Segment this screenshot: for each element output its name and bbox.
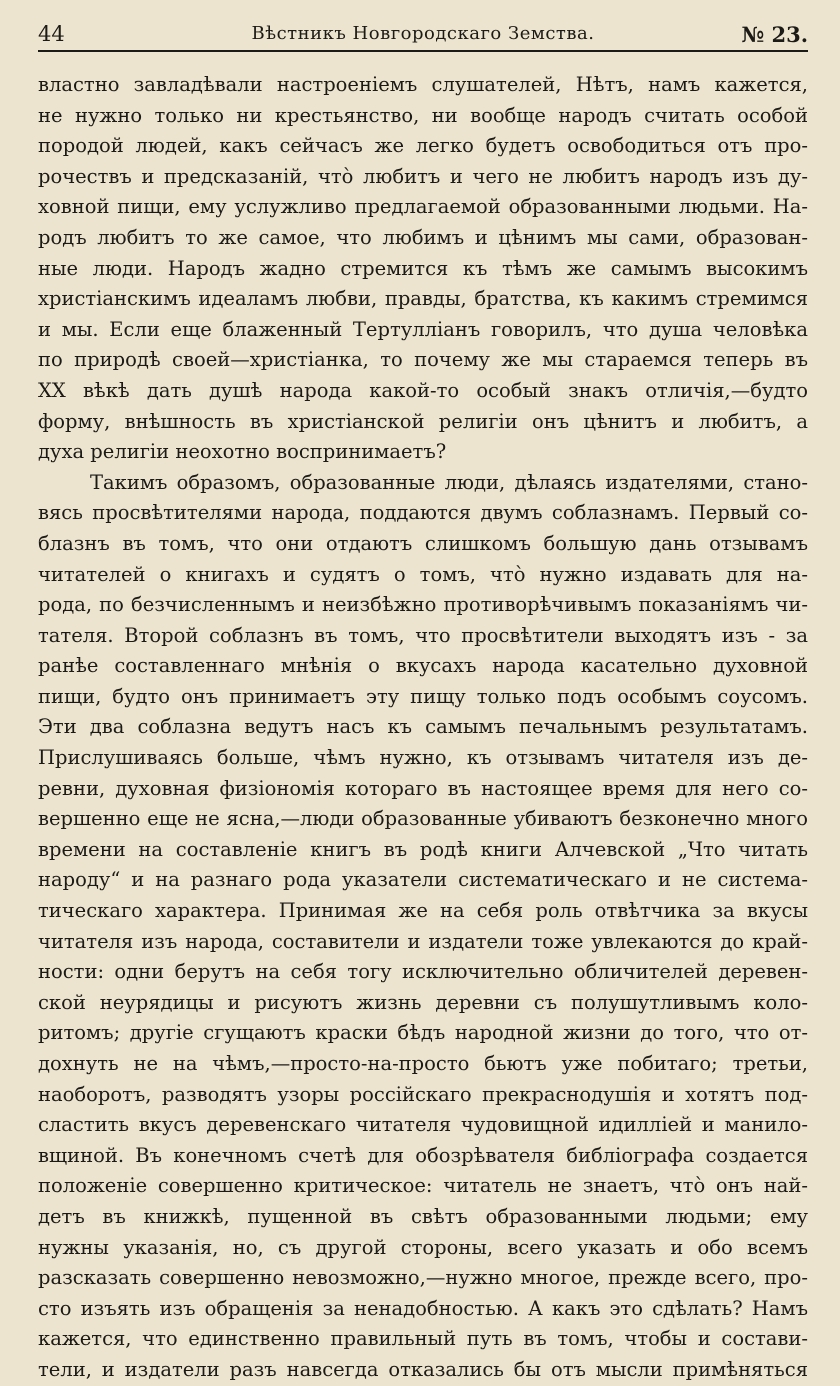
body-text xyxy=(38,70,808,1386)
text-line: Прислушиваясь больше, чѣмъ нужно, къ отзывамъ читателя изъ де- xyxy=(38,746,808,770)
text-line: XX вѣкѣ дать душѣ народа какой-то особый знакъ отличія,—будто xyxy=(38,378,808,402)
issue-number: № 23. xyxy=(741,22,808,47)
text-line: тателя. Второй соблазнъ въ томъ, что просвѣтители выходятъ изъ - за xyxy=(38,623,808,647)
text-line: блазнъ въ томъ, что они отдаютъ слишкомъ большую дань отзывамъ xyxy=(38,531,808,555)
text-line: ности: одни берутъ на себя тогу исключительно обличителей деревен- xyxy=(38,960,808,984)
text-line: положеніе совершенно критическое: читатель не знаетъ, чтò онъ най- xyxy=(38,1174,808,1198)
text-line: рода, по безчисленнымъ и неизбѣжно противорѣчивымъ показаніямъ чи- xyxy=(38,593,808,617)
text-line: разсказать совершенно невозможно,—нужно многое, прежде всего, про- xyxy=(38,1266,808,1290)
text-line: по природѣ своей—христіанка, то почему же мы стараемся теперь въ xyxy=(38,348,808,372)
text-line: времени на составленіе книгъ въ родѣ книги Алчевской „Что читать xyxy=(38,837,808,861)
text-line: вясь просвѣтителями народа, поддаются двумъ соблазнамъ. Первый со- xyxy=(38,501,808,525)
text-line: вщиной. Въ конечномъ счетѣ для обозрѣвателя библіографа создается xyxy=(38,1143,808,1167)
text-line: тическаго характера. Принимая же на себя роль отвѣтчика за вкусы xyxy=(38,899,808,923)
text-line: наоборотъ, разводятъ узоры россійскаго прекраснодушія и хотятъ под- xyxy=(38,1082,808,1106)
text-line: властно завладѣвали настроеніемъ слушателей, Нѣтъ, намъ кажется, xyxy=(38,73,808,96)
text-line: и мы. Если еще блаженный Тертулліанъ говорилъ, что душа человѣка xyxy=(38,317,808,341)
running-header xyxy=(38,20,808,52)
text-line: народу“ и на разнаго рода указатели систематическаго и не система- xyxy=(38,868,808,892)
text-line: ской неурядицы и рисуютъ жизнь деревни съ полушутливымъ коло- xyxy=(38,990,808,1014)
text-line: ревни, духовная физіономія котораго въ настоящее время для него со- xyxy=(38,776,808,800)
text-line: нужны указанія, но, съ другой стороны, всего указать и обо всемъ xyxy=(38,1235,808,1259)
text-line: сто изъять изъ обращенія за ненадобностью. А какъ это сдѣлать? Намъ xyxy=(38,1296,808,1320)
text-line: кажется, что единственно правильный путь въ томъ, чтобы и состави- xyxy=(38,1327,808,1351)
text-line: Такимъ образомъ, образованные люди, дѣлаясь издателями, стано- xyxy=(90,470,808,494)
text-line: тели, и издатели разъ навсегда отказались бы отъ мысли примѣняться xyxy=(38,1357,808,1381)
text-line: читателя изъ народа, составители и издатели тоже увлекаются до край- xyxy=(38,929,808,953)
text-line: ритомъ; другіе сгущаютъ краски бѣдъ народной жизни до того, что от- xyxy=(38,1021,808,1045)
text-line: форму, внѣшность въ христіанской религіи онъ цѣнитъ и любитъ, а xyxy=(38,409,808,433)
text-line: ховной пищи, ему услужливо предлагаемой образованными людьми. На- xyxy=(38,195,808,219)
text-line: не нужно только ни крестьянство, ни вообще народъ считать особой xyxy=(38,103,808,127)
text-line: рочествъ и предсказаній, чтò любитъ и чего не любитъ народъ изъ ду- xyxy=(38,164,808,188)
text-line: христіанскимъ идеаламъ любви, правды, братства, къ какимъ стремимся xyxy=(38,287,808,311)
text-line: пищи, будто онъ принимаетъ эту пищу только подъ особымъ соусомъ. xyxy=(38,684,808,708)
text-line: ранѣе составленнаго мнѣнія о вкусахъ народа касательно духовной xyxy=(38,654,808,678)
text-line: ные люди. Народъ жадно стремится къ тѣмъ же самымъ высокимъ xyxy=(38,256,808,280)
text-line: сластить вкусъ деревенскаго читателя чудовищной идилліей и манило- xyxy=(38,1113,808,1137)
journal-title: Вѣстникъ Новгородскаго Земства. xyxy=(251,23,595,44)
text-line: читателей о книгахъ и судятъ о томъ, чтò нужно издавать для на- xyxy=(38,562,808,586)
text-line: духа религіи неохотно воспринимаетъ? xyxy=(38,440,447,464)
text-line: породой людей, какъ сейчасъ же легко будетъ освободиться отъ про- xyxy=(38,134,808,158)
text-line: дохнуть не на чѣмъ,—просто-на-просто бьютъ уже побитаго; третьи, xyxy=(38,1052,808,1075)
page-number: 44 xyxy=(38,22,65,46)
text-line: родъ любитъ то же самое, что любимъ и цѣнимъ мы сами, образован- xyxy=(38,225,808,249)
text-line: Эти два соблазна ведутъ насъ къ самымъ печальнымъ результатамъ. xyxy=(38,715,808,739)
text-line: детъ въ книжкѣ, пущенной въ свѣтъ образованными людьми; ему xyxy=(38,1204,808,1228)
text-line: вершенно еще не ясна,—люди образованные убиваютъ безконечно много xyxy=(38,807,808,831)
